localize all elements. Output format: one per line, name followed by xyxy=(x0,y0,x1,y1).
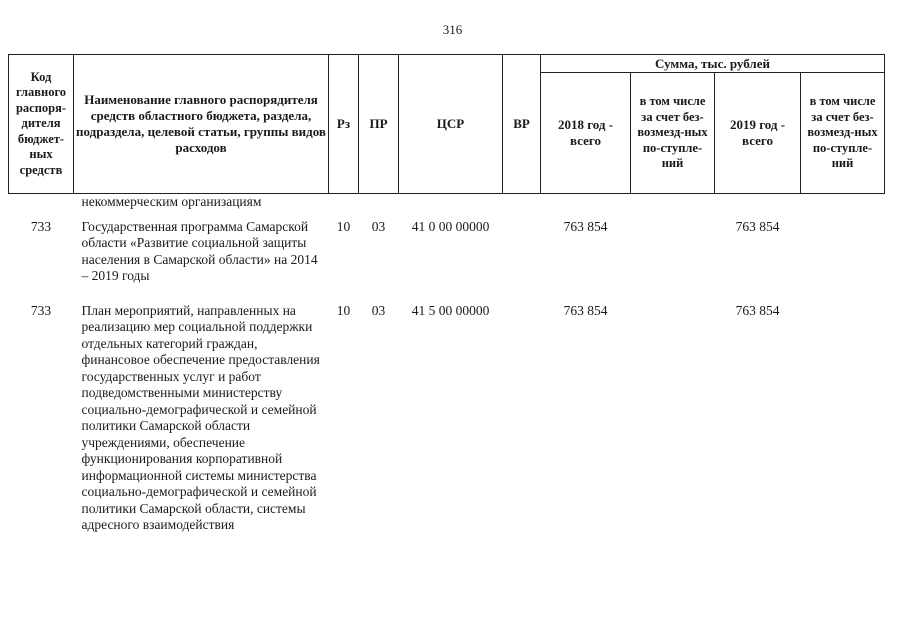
header-csr: ЦСР xyxy=(399,55,503,194)
row-vr xyxy=(503,285,541,534)
header-sum: Сумма, тыс. рублей xyxy=(541,55,885,73)
row-2019-free xyxy=(801,211,885,285)
row-vr xyxy=(503,211,541,285)
row-name: План мероприятий, направленных на реализацию мер социальной поддержки отдельных категорий граждан, финансовое обеспечение предоставления государственных услуг и работ подведомственными министерству социально-демографической и семейной политики Самарской области учреждениями, обеспечение функционирования корпоративной информационной системы министерства социально-демографической и семейной политики Самарской области, системы адресного взаимодействия xyxy=(81,302,320,532)
row-2019-total: 763 854 xyxy=(735,302,780,318)
header-2019-free: в том числе за счет без-возмезд-ных по-ступле-ний xyxy=(801,73,885,194)
page-number: 316 xyxy=(442,22,463,37)
header-name: Наименование главного распорядителя средств областного бюджета, раздела, подраздела, целевой статьи, группы видов расходов xyxy=(74,55,329,194)
header-2018-total: 2018 год - всего xyxy=(541,73,631,194)
table-row xyxy=(9,211,885,285)
row-pr: 03 xyxy=(371,302,386,318)
row-code: 733 xyxy=(30,218,52,234)
row-2018-free xyxy=(631,211,715,285)
header-rz: Рз xyxy=(329,55,359,194)
row-2019-free xyxy=(801,285,885,534)
row-rz: 10 xyxy=(336,218,351,234)
row-2018-total: 763 854 xyxy=(563,302,608,318)
row-code: 733 xyxy=(30,302,52,318)
row-rz: 10 xyxy=(336,302,351,318)
header-2018-free: в том числе за счет без-возмезд-ных по-ступле-ний xyxy=(631,73,715,194)
header-vr: ВР xyxy=(503,55,541,194)
row-csr: 41 0 00 00000 xyxy=(411,218,490,234)
row-2019-total: 763 854 xyxy=(735,218,780,234)
table-row xyxy=(9,194,885,211)
table-row xyxy=(9,285,885,534)
header-code: Код главного распоря-дителя бюджет-ных средств xyxy=(9,55,74,194)
row-2018-free xyxy=(631,285,715,534)
row-pr: 03 xyxy=(371,218,386,234)
header-2019-total: 2019 год - всего xyxy=(715,73,801,194)
row-name: Государственная программа Самарской области «Развитие социальной защиты населения в Самарской области» на 2014 – 2019 годы xyxy=(81,218,318,283)
budget-table xyxy=(8,54,885,534)
header-pr: ПР xyxy=(359,55,399,194)
continuation-text: некоммерческим организациям xyxy=(81,194,262,209)
row-csr: 41 5 00 00000 xyxy=(411,302,490,318)
row-2018-total: 763 854 xyxy=(563,218,608,234)
